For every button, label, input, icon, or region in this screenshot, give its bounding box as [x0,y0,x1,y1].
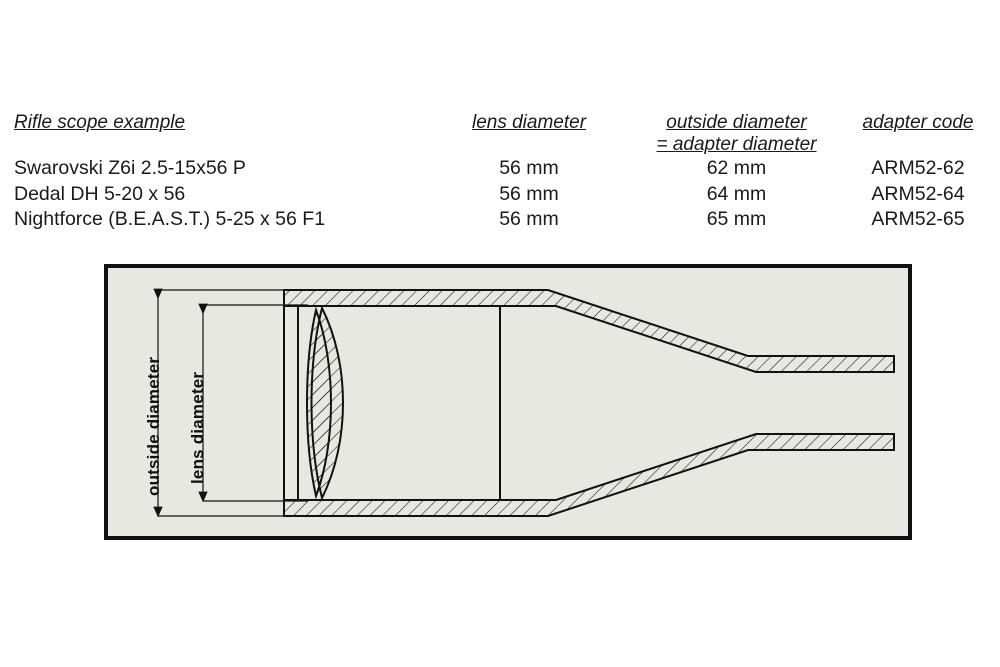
cell-rifle-scope-name: Swarovski Z6i 2.5-15x56 P [14,157,246,179]
dimension-outside-diameter [158,290,288,516]
table-body [14,156,992,233]
adapter-cross-section-diagram [104,264,912,540]
cell-rifle-scope-name: Dedal DH 5-20 x 56 [14,182,186,205]
adapter-lower-wall [284,434,894,516]
adapter-upper-wall [284,290,894,372]
cell-adapter-code: ARM52-62 [871,157,965,179]
objective-lens [307,308,343,498]
table-subheader-row [14,134,992,156]
cell-adapter-code: ARM52-64 [871,182,965,205]
subheader-spacer-2 [429,134,629,156]
table-header-row [14,112,992,134]
subheader-spacer-3 [844,134,992,156]
adapter-cross-section-svg [108,268,908,536]
column-header-lens-diameter: lens diameter [471,112,587,133]
table-header [14,112,992,156]
scope-comparison-table [14,112,992,233]
adapter-left-rim [284,290,298,516]
subheader-adapter-diameter: = adapter diameter [656,134,817,155]
table-row [14,156,992,182]
cell-outside-diameter: 62 mm [706,157,767,179]
cell-lens-diameter: 56 mm [499,208,559,231]
cell-lens-diameter: 56 mm [499,157,559,179]
table [14,112,992,233]
table-row [14,207,992,233]
table-row [14,182,992,208]
column-header-outside-diameter: outside diameter [666,112,807,133]
cell-rifle-scope-name: Nightforce (B.E.A.S.T.) 5-25 x 56 F1 [14,208,326,231]
dimension-lens-diameter [203,305,308,501]
label-outside-diameter: outside diameter [144,356,163,496]
subheader-spacer-1 [14,134,429,156]
cell-adapter-code: ARM52-65 [871,208,965,231]
column-header-rifle-scope-example: Rifle scope example [14,112,186,133]
cell-lens-diameter: 56 mm [499,182,559,205]
cell-outside-diameter: 65 mm [706,208,767,231]
label-lens-diameter: lens diameter [188,371,207,484]
cell-outside-diameter: 64 mm [706,182,767,205]
column-header-adapter-code: adapter code [862,112,974,133]
